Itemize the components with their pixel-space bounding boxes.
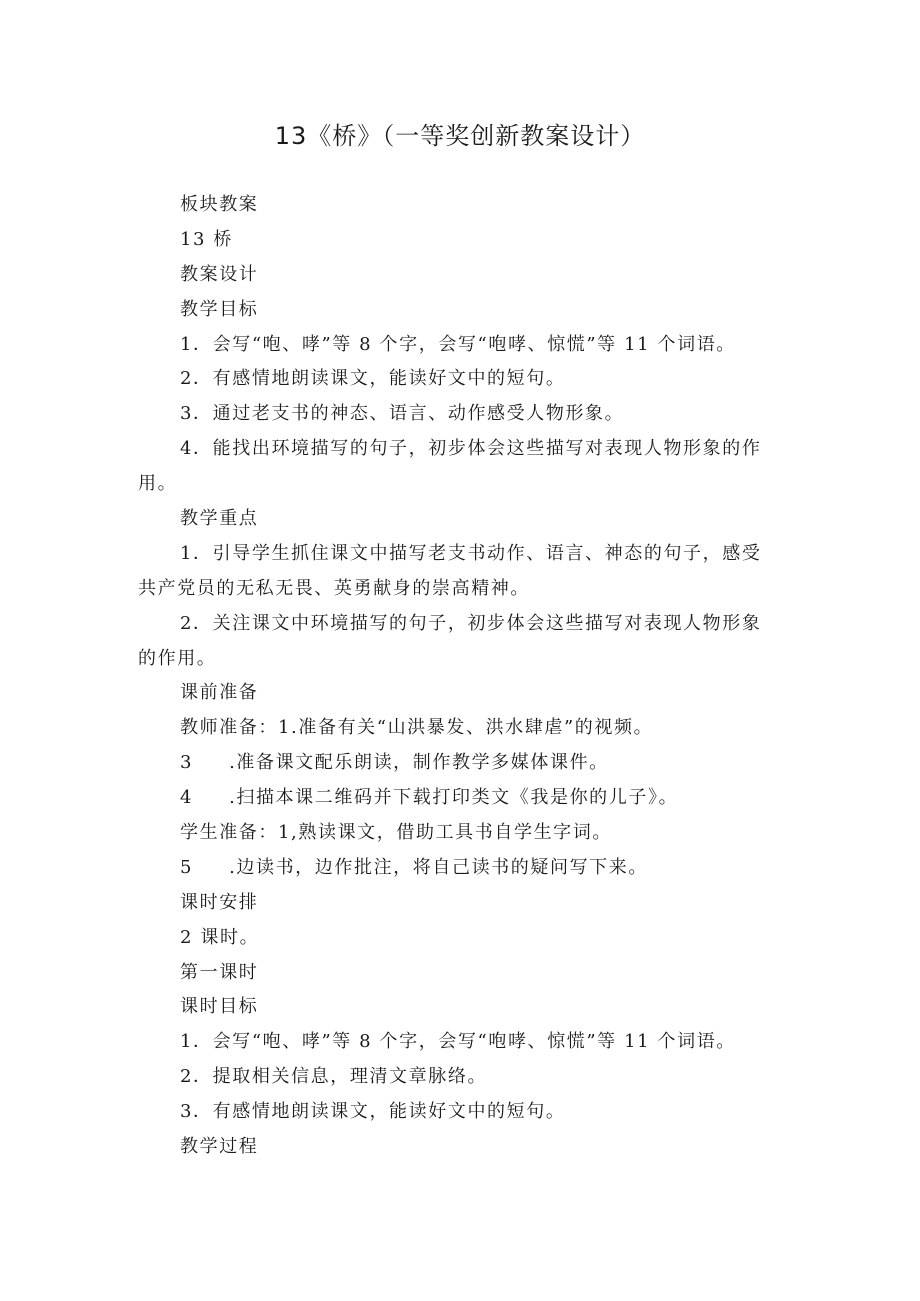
list-item: 3．通过老支书的神态、语言、动作感受人物形象。: [180, 403, 625, 425]
list-item-continuation: 用。: [138, 473, 178, 495]
section-heading: 板块教案: [180, 194, 259, 215]
list-item: 4．能找出环境描写的句子，初步体会这些描写对表现人物形象的作: [180, 438, 762, 460]
section-heading: 课时目标: [180, 996, 259, 1018]
list-item: [138, 746, 783, 781]
section-heading: 教学目标: [180, 298, 259, 320]
list-item: 1．引导学生抓住课文中描写老支书动作、语言、神态的句子，感受: [180, 542, 762, 564]
list-number: 4: [180, 787, 194, 809]
section-heading: 课时安排: [180, 891, 259, 913]
list-item-continuation: 的作用。: [138, 647, 217, 669]
paragraph: 2 课时。: [180, 926, 260, 948]
list-number: 3: [180, 752, 194, 774]
list-item: 2．提取相关信息，理清文章脉络。: [180, 1066, 488, 1088]
list-item: [138, 851, 783, 886]
section-heading: 第一课时: [180, 961, 259, 983]
list-text: .边读书，边作批注，将自己读书的疑问写下来。: [229, 856, 648, 878]
section-heading: 教学过程: [180, 1136, 259, 1158]
paragraph: 教师准备：1.准备有关“山洪暴发、洪水肆虐”的视频。: [180, 717, 654, 739]
paragraph: 学生准备：1,熟读课文，借助工具书自学生字词。: [180, 822, 612, 844]
list-item: [138, 781, 783, 816]
list-item: 2．有感情地朗读课文，能读好文中的短句。: [180, 368, 566, 390]
lesson-name: 13 桥: [180, 228, 234, 250]
list-item-continuation: 共产党员的无私无畏、英勇献身的崇高精神。: [138, 577, 530, 599]
list-item: 3．有感情地朗读课文，能读好文中的短句。: [180, 1101, 566, 1123]
document-title: 13《桥》（一等奖创新教案设计）: [274, 122, 646, 150]
section-heading: 课前准备: [180, 682, 259, 704]
list-item: 1．会写“咆、哮”等 8 个字，会写“咆哮、惊慌”等 11 个词语。: [180, 1031, 736, 1053]
list-item: 2．关注课文中环境描写的句子，初步体会这些描写对表现人物形象: [180, 612, 762, 634]
list-text: .准备课文配乐朗读，制作教学多媒体课件。: [229, 752, 609, 774]
list-number: 5: [180, 856, 194, 878]
section-heading: 教案设计: [180, 263, 259, 285]
list-item: 1．会写“咆、哮”等 8 个字，会写“咆哮、惊慌”等 11 个词语。: [180, 333, 736, 355]
list-text: .扫描本课二维码并下载打印类文《我是你的儿子》。: [229, 787, 679, 809]
section-heading: 教学重点: [180, 508, 259, 530]
document-body: [138, 188, 783, 1165]
